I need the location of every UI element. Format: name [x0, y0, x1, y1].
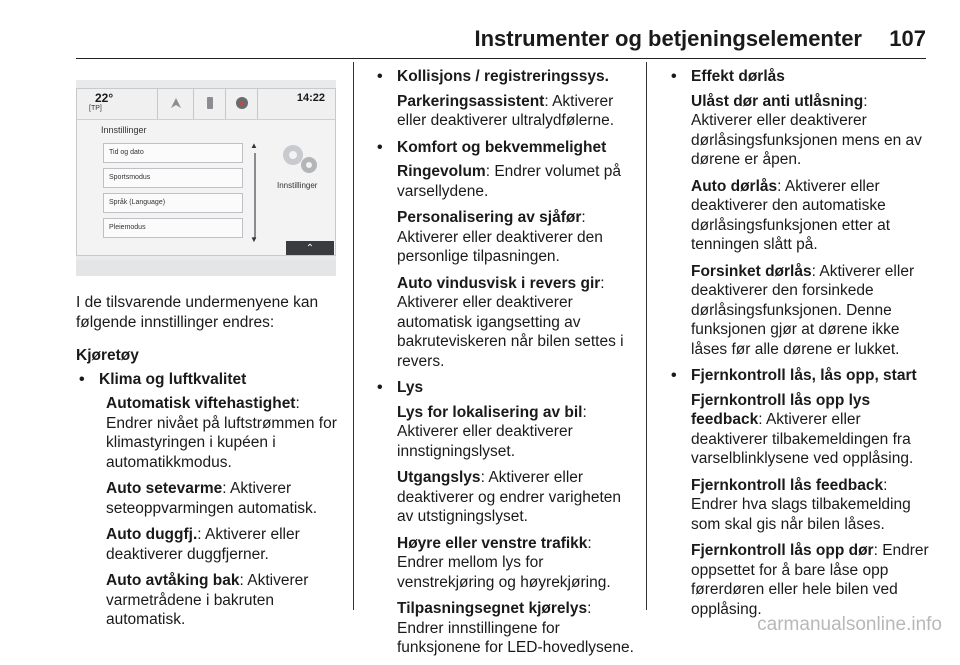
clock: 14:22 — [296, 92, 325, 104]
setting-entry: Parkeringsassistent: Aktiverer eller deaktiverer ultralydfølerne. — [397, 92, 615, 129]
bullet-heading: • Komfort og bekvemmelighet — [374, 138, 636, 158]
setting-entry: Fjernkontroll lås opp lys feedback: Aktiverer eller deaktiverer tilbakemeldingen fra varselblinklysene ved opplåsing. — [691, 391, 914, 467]
page-title: Instrumenter og betjeningselementer — [474, 26, 862, 51]
column-divider-1 — [353, 62, 354, 610]
page-header — [0, 0, 960, 62]
temperature-readout: 22° — [95, 91, 114, 105]
scrollbar[interactable] — [254, 153, 256, 239]
media-icon — [235, 96, 249, 110]
scroll-down-icon[interactable]: ▼ — [250, 235, 258, 244]
setting-entry: Høyre eller venstre trafikk: Endrer mellom lys for venstrekjøring og høyrekjøring. — [397, 534, 611, 591]
setting-entry: Auto avtåking bak: Aktiverer varmetrådene i bakruten automatisk. — [106, 572, 309, 628]
watermark-text: carmanualsonline.info — [757, 614, 942, 635]
bullet-heading: • Fjernkontroll lås, lås opp, start — [668, 366, 930, 386]
gear-icon — [277, 139, 323, 179]
menu-item-care-mode[interactable]: Pleiemodus — [103, 218, 243, 238]
status-divider — [193, 89, 194, 119]
bullet-heading: • Effekt dørlås — [668, 67, 930, 87]
setting-entry: Auto dørlås: Aktiverer eller deaktiverer den automatiske dørlåsingsfunksjonen etter at tenningen slått på. — [691, 177, 891, 253]
setting-entry: Auto duggfj.: Aktiverer eller deaktiverer duggfjerner. — [106, 526, 300, 563]
column-3 — [668, 67, 930, 626]
setting-entry: Fjernkontroll lås opp dør: Endrer oppsettet for å bare låse opp førerdøren eller hele bilen ved opplåsing. — [691, 542, 929, 618]
status-divider — [257, 89, 258, 119]
bullet-heading: • Klima og luftkvalitet — [76, 370, 344, 390]
setting-entry: Auto setevarme: Aktiverer seteoppvarmingen automatisk. — [106, 480, 318, 517]
settings-screen-figure — [76, 80, 336, 276]
scroll-up-icon[interactable]: ▲ — [250, 141, 258, 150]
setting-entry: Utgangslys: Aktiverer eller deaktiverer og endrer varigheten av utstigningslyset. — [397, 469, 622, 525]
collapse-button[interactable]: ⌃ — [286, 241, 334, 256]
setting-entry: Automatisk viftehastighet: Endrer nivået på luftstrømmen for klimastyringen i kupéen i automatikkmodus. — [106, 395, 337, 471]
setting-entry: Ringevolum: Endrer volumet på varsellydene. — [397, 163, 621, 200]
bullet-heading: • Lys — [374, 378, 636, 398]
setting-entry: Forsinket dørlås: Aktiverer eller deaktiverer den forsinkede dørlåsingsfunksjonen. Denne funksjonen gjør at dørene ikke låses før alle dørene er lukket. — [691, 262, 915, 358]
navigation-icon — [169, 96, 183, 110]
settings-panel-title: Innstillinger — [101, 125, 147, 135]
page-number: 107 — [889, 26, 926, 51]
status-divider — [157, 89, 158, 119]
setting-entry: Ulåst dør anti utlåsning: Aktiverer eller deaktiverer dørlåsingsfunksjonen mens en av dørene er åpen. — [691, 92, 922, 168]
status-bar — [77, 89, 335, 120]
column-1 — [76, 293, 344, 637]
setting-entry: Fjernkontroll lås feedback: Endrer hva slags tilbakemelding som skal gis når bilen låses. — [691, 476, 911, 533]
menu-item-sport-mode[interactable]: Sportsmodus — [103, 168, 243, 188]
setting-entry: Lys for lokalisering av bil: Aktiverer eller deaktiverer innstigningslyset. — [397, 403, 587, 460]
column-divider-2 — [646, 62, 647, 610]
column-2 — [374, 67, 636, 665]
menu-item-language[interactable]: Språk (Language) — [103, 193, 243, 213]
menu-item-time-date[interactable]: Tid og dato — [103, 143, 243, 163]
bullet-heading: • Kollisjons / registreringssys. — [374, 67, 636, 87]
section-heading: Kjøretøy — [76, 347, 139, 364]
setting-entry: Auto vindusvisk i revers gir: Aktiverer eller deaktiverer automatisk igangsetting av bakruteviskeren når bilen settes i revers. — [397, 274, 624, 370]
setting-entry: Personalisering av sjåfør: Aktiverer eller deaktiverer den personlige tilpasningen. — [397, 209, 603, 265]
header-divider — [76, 58, 926, 59]
status-divider — [225, 89, 226, 119]
figure-footer-band — [76, 260, 336, 276]
page-footer — [0, 612, 960, 642]
settings-label: Innstillinger — [277, 181, 318, 190]
phone-icon — [203, 96, 217, 110]
infotainment-screen — [76, 88, 336, 256]
intro-text: I de tilsvarende undermenyene kan følgende innstillinger endres: — [76, 294, 319, 331]
tp-indicator: [TP] — [89, 105, 102, 112]
setting-entry: Tilpasningsegnet kjørelys: Endrer innstillingene for funksjonene for LED-hovedlysene. — [397, 600, 634, 656]
